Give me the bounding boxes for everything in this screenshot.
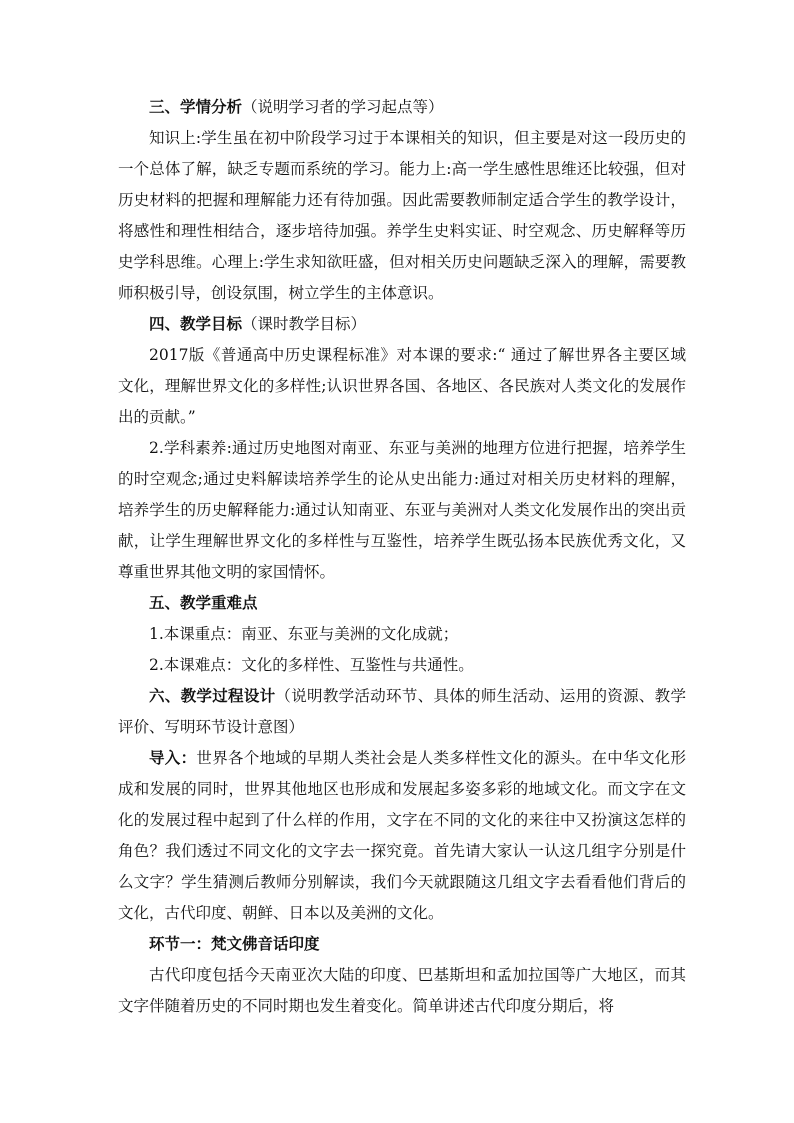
document-body	[118, 92, 686, 1022]
paragraph-learner-analysis: 知识上:学生虽在初中阶段学习过于本课相关的知识，但主要是对这一段历史的一个总体了解，缺乏专题而系统的学习。能力上:高一学生感性思维还比较强，但对历史材料的把握和理解能力还有待加强。因此需要教师制定适合学生的教学设计，将感性和理性相结合，逐步培待加强。养学生史料实证、时空观念、历史解释等历史学科思维。心理上:学生求知欲旺盛，但对相关历史问题缺乏深入的理解，需要教师积极引导，创设氛围，树立学生的主体意识。	[118, 129, 686, 302]
subsection-title: 环节一：梵文佛音话印度	[149, 935, 320, 953]
list-item-key-point: 1.本课重点：南亚、东亚与美洲的文化成就；	[149, 625, 459, 643]
section-heading-process-design	[118, 681, 686, 743]
paragraph-subject-literacy: 2.学科素养:通过历史地图对南亚、东亚与美洲的地理方位进行把握，培养学生的时空观念;通过史料解读培养学生的论从史出能力:通过对相关历史材料的理解，培养学生的历史解释能力:通过认知南亚、东亚与美洲对人类文化发展作出的突出贡献，让学生理解世界文化的多样性与互鉴性，培养学生既弘扬本民族优秀文化，又尊重世界其他文明的家国情怀。	[118, 439, 686, 581]
section-note: （课时教学目标）	[242, 315, 367, 333]
intro-label: 导入：	[149, 749, 197, 767]
section-note: （说明学习者的学习起点等）	[242, 98, 444, 116]
section-heading-learner-analysis	[118, 92, 686, 123]
section-heading-key-points	[118, 588, 686, 619]
intro-text: 世界各个地域的早期人类社会是人类多样性文化的源头。在中华文化形成和发展的同时，世界其他地区也形成和发展起多姿多彩的地域文化。而文字在文化的发展过程中起到了什么样的作用，文字在不同的文化的来往中又扮演这怎样的角色？我们透过不同文化的文字去一探究竟。首先请大家认一认这几组字分别是什么文字？学生猜测后教师分别解读，我们今天就跟随这几组文字去看看他们背后的文化，古代印度、朝鲜、日本以及美洲的文化。	[118, 749, 686, 922]
section-note: （说明教学活动环节、具体的师生活动、运用的资源、教学评价、写明环节设计意图）	[118, 687, 686, 736]
section-title: 四、教学目标	[149, 315, 243, 333]
section-title: 六、教学过程设计	[149, 687, 276, 705]
section-heading-teaching-goals	[118, 309, 686, 340]
subsection-heading-link-one	[118, 929, 686, 960]
paragraph-ancient-india: 古代印度包括今天南亚次大陆的印度、巴基斯坦和孟加拉国等广大地区，而其文字伴随着历史的不同时期也发生着变化。简单讲述古代印度分期后，将	[118, 966, 686, 1015]
section-title: 三、学情分析	[149, 98, 243, 116]
paragraph-introduction	[118, 743, 686, 929]
paragraph-curriculum-standard: 2017版《普通高中历史课程标准》对本课的要求:“ 通过了解世界各主要区域文化，理解世界文化的多样性;认识世界各国、各地区、各民族对人类文化的发展作出的贡献。”	[118, 346, 686, 426]
list-item-difficult-point: 2.本课难点：文化的多样性、互鉴性与共通性。	[149, 656, 474, 674]
section-title: 五、教学重难点	[149, 594, 258, 612]
